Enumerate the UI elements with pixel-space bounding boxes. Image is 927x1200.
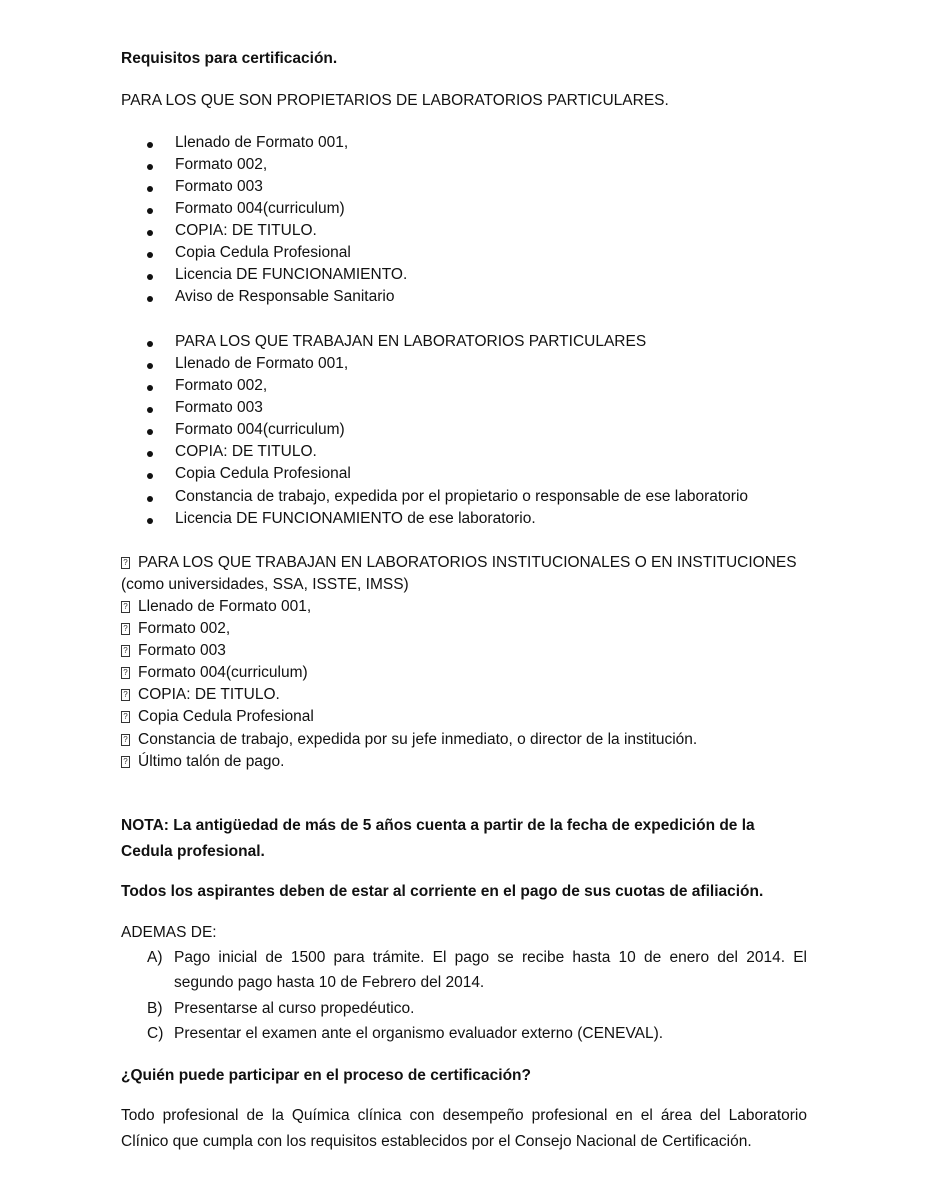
list-item: Formato 003 (175, 399, 263, 416)
bullet-icon (147, 186, 153, 192)
bullet-icon (147, 230, 153, 236)
list-item: Último talón de pago. (138, 753, 285, 770)
list-item: Formato 003 (175, 178, 263, 195)
bullet-icon (147, 274, 153, 280)
list-item: Licencia DE FUNCIONAMIENTO de ese laboratorio. (175, 510, 536, 527)
list-item: Formato 004(curriculum) (175, 200, 345, 217)
bullet-icon (147, 473, 153, 479)
ademas-heading: ADEMAS DE: (121, 924, 217, 941)
bullet-icon (147, 208, 153, 214)
list-item: Presentarse al curso propedéutico. (174, 1000, 415, 1017)
list-item: Formato 004(curriculum) (138, 664, 308, 681)
list-item: Pago inicial de 1500 para trámite. El pago se recibe hasta 10 de enero del 2014. El (174, 949, 807, 966)
nota-line1: NOTA: La antigüedad de más de 5 años cuenta a partir de la fecha de expedición de la (121, 817, 755, 834)
list-item: COPIA: DE TITULO. (175, 443, 317, 460)
bullet-icon (147, 429, 153, 435)
missing-glyph-icon: ? (121, 623, 130, 635)
todos-note: Todos los aspirantes deben de estar al corriente en el pago de sus cuotas de afiliación. (121, 883, 764, 900)
missing-glyph-icon: ? (121, 689, 130, 701)
list-item-continuation: segundo pago hasta 10 de Febrero del 2014. (174, 974, 485, 991)
bullet-icon (147, 518, 153, 524)
missing-glyph-icon: ? (121, 734, 130, 746)
bullet-icon (147, 142, 153, 148)
list-item: Llenado de Formato 001, (175, 355, 349, 372)
document-title: Requisitos para certificación. (121, 50, 338, 67)
section3-heading-line2: (como universidades, SSA, ISSTE, IMSS) (121, 576, 409, 593)
list-item: Formato 004(curriculum) (175, 421, 345, 438)
list-item: Copia Cedula Profesional (175, 465, 351, 482)
quien-question: ¿Quién puede participar en el proceso de certificación? (121, 1067, 531, 1084)
bullet-icon (147, 296, 153, 302)
list-item: Llenado de Formato 001, (175, 134, 349, 151)
list-item: Copia Cedula Profesional (138, 708, 314, 725)
list-item: COPIA: DE TITULO. (138, 686, 280, 703)
list-item: Llenado de Formato 001, (138, 598, 312, 615)
list-item: Constancia de trabajo, expedida por el propietario o responsable de ese laboratorio (175, 488, 749, 505)
bullet-icon (147, 385, 153, 391)
bullet-icon (147, 252, 153, 258)
missing-glyph-icon: ? (121, 601, 130, 613)
missing-glyph-icon: ? (121, 711, 130, 723)
nota-line2: Cedula profesional. (121, 843, 265, 860)
quien-answer-line2: Clínico que cumpla con los requisitos establecidos por el Consejo Nacional de Certificación. (121, 1133, 752, 1150)
list-letter: C) (147, 1025, 164, 1042)
bullet-icon (147, 407, 153, 413)
list-item: Formato 003 (138, 642, 226, 659)
missing-glyph-icon: ? (121, 667, 130, 679)
list-item: Constancia de trabajo, expedida por su jefe inmediato, o director de la institución. (138, 731, 698, 748)
list-item: Formato 002, (175, 377, 268, 394)
bullet-icon (147, 451, 153, 457)
list-item: Formato 002, (138, 620, 231, 637)
list-item: PARA LOS QUE TRABAJAN EN LABORATORIOS PARTICULARES (175, 333, 647, 350)
list-item: Aviso de Responsable Sanitario (175, 288, 395, 305)
list-item: Copia Cedula Profesional (175, 244, 351, 261)
missing-glyph-icon: ? (121, 557, 130, 569)
list-letter: B) (147, 1000, 163, 1017)
list-item: COPIA: DE TITULO. (175, 222, 317, 239)
quien-answer-line1: Todo profesional de la Química clínica con desempeño profesional en el área del Laboratorio (121, 1107, 807, 1124)
section1-heading: PARA LOS QUE SON PROPIETARIOS DE LABORATORIOS PARTICULARES. (121, 92, 669, 109)
section3-heading: PARA LOS QUE TRABAJAN EN LABORATORIOS INSTITUCIONALES O EN INSTITUCIONES (138, 554, 797, 571)
list-letter: A) (147, 949, 163, 966)
missing-glyph-icon: ? (121, 645, 130, 657)
bullet-icon (147, 341, 153, 347)
bullet-icon (147, 363, 153, 369)
list-item: Licencia DE FUNCIONAMIENTO. (175, 266, 408, 283)
bullet-icon (147, 496, 153, 502)
missing-glyph-icon: ? (121, 756, 130, 768)
bullet-icon (147, 164, 153, 170)
list-item: Formato 002, (175, 156, 268, 173)
list-item: Presentar el examen ante el organismo evaluador externo (CENEVAL). (174, 1025, 664, 1042)
